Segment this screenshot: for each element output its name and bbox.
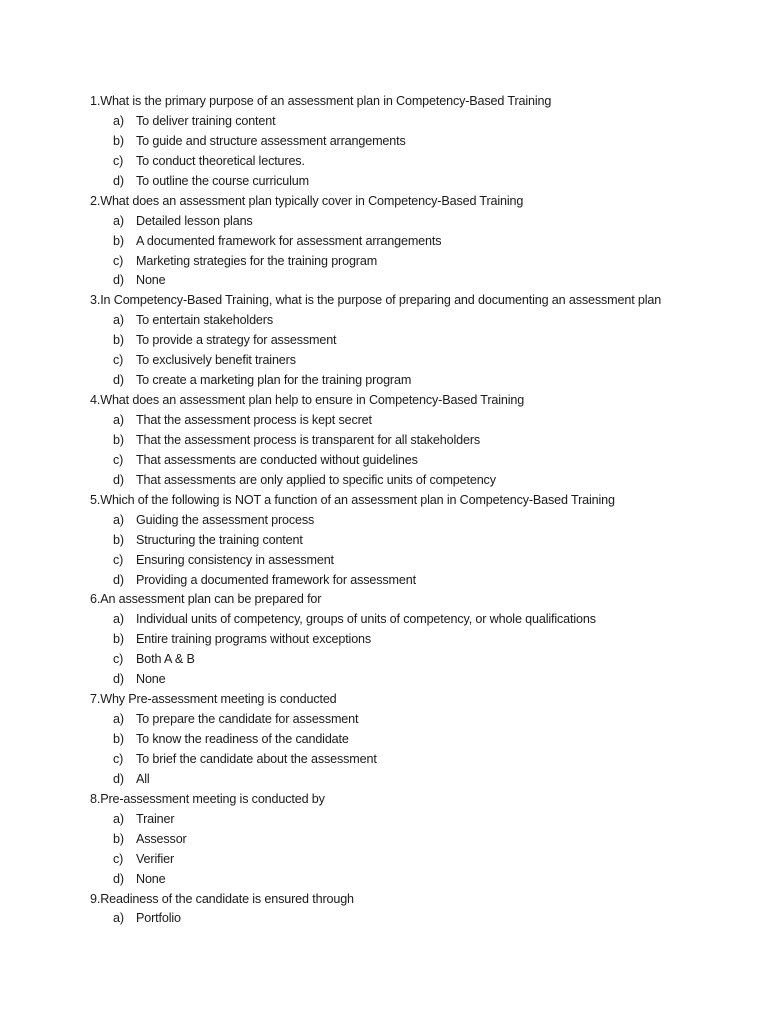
option-text: None bbox=[136, 273, 166, 288]
option-text: Providing a documented framework for assessment bbox=[136, 572, 416, 587]
option-letter: b) bbox=[113, 632, 124, 647]
question-text: 9.Readiness of the candidate is ensured through bbox=[90, 891, 354, 906]
answer-option bbox=[90, 371, 750, 391]
option-text: A documented framework for assessment arrangements bbox=[136, 233, 442, 248]
option-text: To know the readiness of the candidate bbox=[136, 732, 349, 746]
answer-option bbox=[90, 511, 750, 531]
option-letter: a) bbox=[113, 213, 124, 228]
option-text: To prepare the candidate for assessment bbox=[136, 712, 359, 727]
option-letter: c) bbox=[113, 552, 124, 567]
option-text: To brief the candidate about the assessment bbox=[136, 751, 377, 766]
answer-option bbox=[90, 650, 750, 670]
option-text: None bbox=[136, 871, 166, 886]
question-list bbox=[90, 92, 750, 929]
option-letter: b) bbox=[113, 831, 124, 846]
option-text: Entire training programs without exceptions bbox=[136, 632, 372, 647]
question-text: 5.Which of the following is NOT a function of an assessment plan in Competency-Based Training bbox=[90, 492, 615, 507]
option-letter: a) bbox=[113, 811, 124, 826]
answer-option bbox=[90, 271, 750, 291]
option-letter: b) bbox=[113, 233, 124, 248]
option-text: To conduct theoretical lectures. bbox=[136, 153, 305, 168]
option-letter: c) bbox=[113, 751, 124, 766]
option-text: Structuring the training content bbox=[136, 532, 303, 547]
option-text: To provide a strategy for assessment bbox=[136, 333, 337, 348]
option-text: None bbox=[136, 672, 166, 687]
answer-option bbox=[90, 531, 750, 551]
answer-option bbox=[90, 212, 750, 232]
question-text: 1.What is the primary purpose of an assessment plan in Competency-Based Training bbox=[90, 94, 552, 108]
answer-option bbox=[90, 909, 750, 929]
option-letter: d) bbox=[113, 771, 124, 786]
option-letter: d) bbox=[113, 373, 124, 388]
option-text: To guide and structure assessment arrangements bbox=[136, 133, 406, 148]
question-text: 8.Pre-assessment meeting is conducted by bbox=[90, 791, 325, 806]
question-text: 3.In Competency-Based Training, what is the purpose of preparing and documenting an assessment plan bbox=[90, 293, 662, 308]
question-text: 6.An assessment plan can be prepared for bbox=[90, 592, 322, 607]
option-letter: c) bbox=[113, 353, 124, 368]
answer-option bbox=[90, 730, 750, 750]
option-letter: a) bbox=[113, 612, 124, 627]
option-letter: c) bbox=[113, 652, 124, 667]
option-letter: b) bbox=[113, 133, 124, 148]
answer-option bbox=[90, 451, 750, 471]
answer-option bbox=[90, 252, 750, 272]
answer-option bbox=[90, 551, 750, 571]
answer-option bbox=[90, 670, 750, 690]
option-letter: d) bbox=[113, 273, 124, 288]
answer-option bbox=[90, 132, 750, 152]
option-letter: b) bbox=[113, 732, 124, 746]
answer-option bbox=[90, 770, 750, 790]
option-letter: a) bbox=[113, 413, 124, 427]
option-letter: c) bbox=[113, 153, 124, 168]
answer-option bbox=[90, 571, 750, 591]
answer-option bbox=[90, 810, 750, 830]
answer-option bbox=[90, 112, 750, 132]
answer-option bbox=[90, 331, 750, 351]
option-text: Guiding the assessment process bbox=[136, 512, 315, 527]
option-text: To deliver training content bbox=[136, 113, 276, 128]
question-text: 2.What does an assessment plan typically cover in Competency-Based Training bbox=[90, 193, 524, 208]
option-letter: d) bbox=[113, 572, 124, 587]
answer-option bbox=[90, 471, 750, 491]
option-text: Portfolio bbox=[136, 911, 181, 926]
answer-option bbox=[90, 351, 750, 371]
answer-option bbox=[90, 431, 750, 451]
answer-option bbox=[90, 830, 750, 850]
answer-option bbox=[90, 172, 750, 192]
option-text: To entertain stakeholders bbox=[136, 313, 273, 328]
answer-option bbox=[90, 411, 750, 431]
option-text: To exclusively benefit trainers bbox=[136, 353, 296, 368]
option-text: That assessments are conducted without guidelines bbox=[136, 452, 418, 467]
answer-option bbox=[90, 870, 750, 890]
answer-option bbox=[90, 311, 750, 331]
option-text: That assessments are only applied to specific units of competency bbox=[136, 472, 496, 487]
option-text: Trainer bbox=[136, 811, 175, 826]
option-letter: b) bbox=[113, 432, 124, 447]
option-text: Marketing strategies for the training program bbox=[136, 253, 378, 268]
option-letter: c) bbox=[113, 851, 124, 866]
option-letter: c) bbox=[113, 452, 124, 467]
option-text: Ensuring consistency in assessment bbox=[136, 552, 334, 567]
option-text: All bbox=[136, 771, 150, 786]
answer-option bbox=[90, 710, 750, 730]
option-text: That the assessment process is kept secret bbox=[136, 413, 372, 427]
option-text: To create a marketing plan for the training program bbox=[136, 373, 412, 388]
answer-option bbox=[90, 850, 750, 870]
answer-option bbox=[90, 232, 750, 252]
option-text: Individual units of competency, groups of units of competency, or whole qualifications bbox=[136, 612, 596, 627]
option-letter: d) bbox=[113, 173, 124, 188]
option-letter: a) bbox=[113, 512, 124, 527]
option-text: To outline the course curriculum bbox=[136, 173, 309, 188]
option-letter: b) bbox=[113, 532, 124, 547]
option-letter: c) bbox=[113, 253, 124, 268]
option-text: That the assessment process is transparent for all stakeholders bbox=[136, 432, 481, 447]
answer-option bbox=[90, 630, 750, 650]
answer-option bbox=[90, 610, 750, 630]
option-text: Verifier bbox=[136, 851, 174, 866]
option-text: Assessor bbox=[136, 831, 187, 846]
option-letter: a) bbox=[113, 911, 124, 926]
option-letter: b) bbox=[113, 333, 124, 348]
option-text: Both A & B bbox=[136, 652, 195, 667]
option-letter: d) bbox=[113, 672, 124, 687]
option-letter: a) bbox=[113, 313, 124, 328]
option-letter: a) bbox=[113, 712, 124, 727]
question-text: 4.What does an assessment plan help to ensure in Competency-Based Training bbox=[90, 393, 525, 408]
option-letter: a) bbox=[113, 113, 124, 128]
option-text: Detailed lesson plans bbox=[136, 213, 253, 228]
option-letter: d) bbox=[113, 472, 124, 487]
question-text: 7.Why Pre-assessment meeting is conducted bbox=[90, 692, 337, 707]
option-letter: d) bbox=[113, 871, 124, 886]
answer-option bbox=[90, 750, 750, 770]
answer-option bbox=[90, 152, 750, 172]
